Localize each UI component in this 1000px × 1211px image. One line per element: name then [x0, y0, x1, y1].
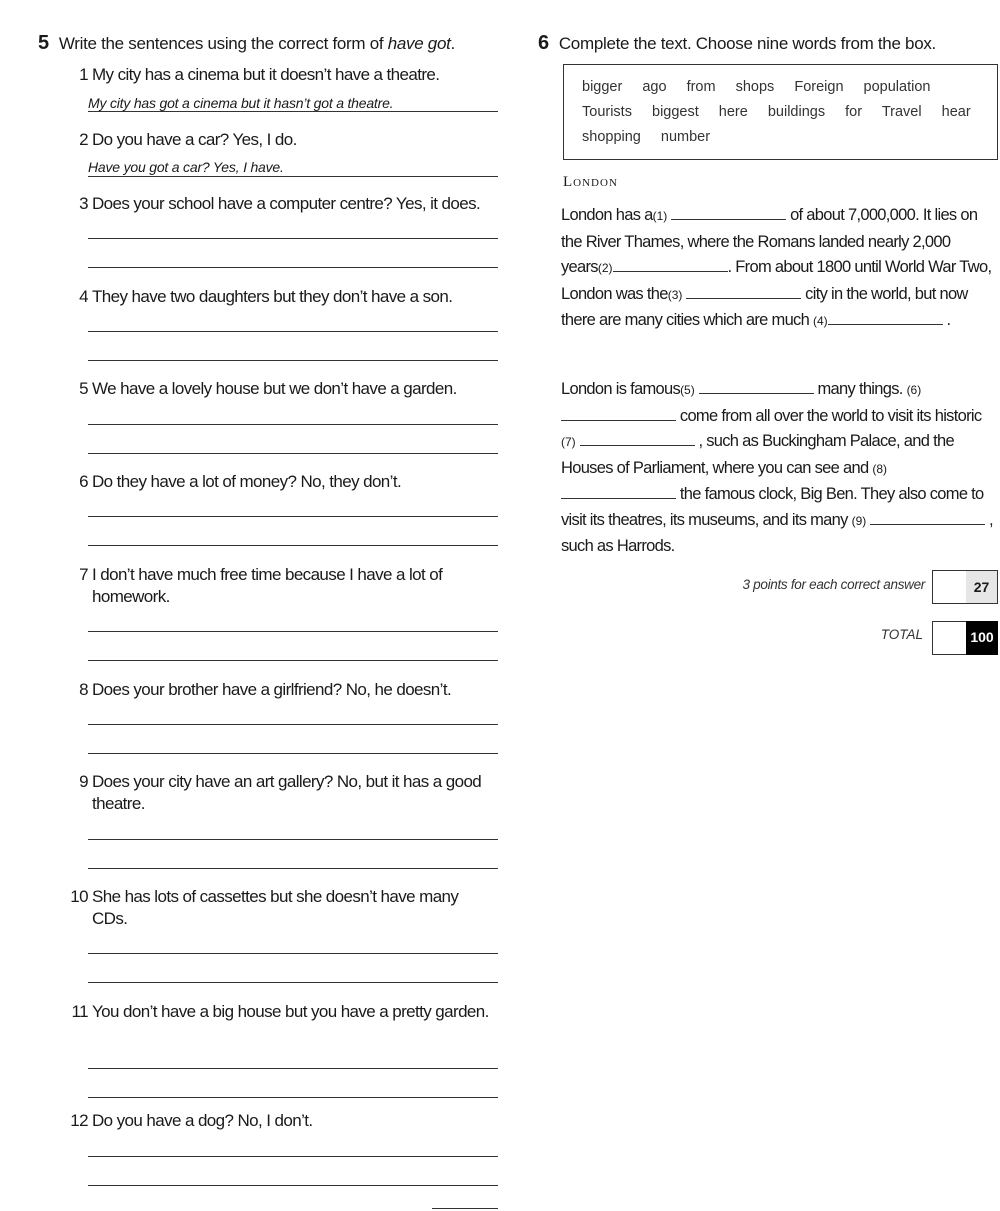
answer-line[interactable] [88, 839, 498, 840]
word-option: shops [735, 79, 775, 95]
word-option: Tourists [582, 104, 632, 120]
gap-4-blank[interactable] [828, 310, 943, 325]
word-option: for [845, 104, 863, 120]
word-option: population [863, 79, 931, 95]
answer-line[interactable] [88, 1156, 498, 1157]
exercise-5-item: 11 You don’t have a big house but you have a pretty garden. [71, 1002, 489, 1021]
gap-6-blank[interactable] [561, 406, 676, 421]
answer-line[interactable] [88, 660, 498, 661]
answer-line[interactable] [88, 868, 498, 869]
gap-7-blank[interactable] [580, 431, 695, 446]
answer-line[interactable] [88, 267, 498, 268]
exercise-5-item: 4 They have two daughters but they don’t have a son. [79, 287, 453, 306]
gap-8-blank[interactable] [561, 484, 676, 499]
text-title: London [563, 174, 618, 190]
paragraph-2: London is famous(5) many things. (6) come from all over the world to visit its historic (7) , such as Buckingham Palace, and the Houses of Parliament, where you can see and (8) the famous clock, Big Ben. They also come to visit its theatres, its museums, and its many (9) , such as Harrods. [561, 380, 993, 555]
answer-line[interactable] [88, 453, 498, 454]
exercise-6-number: 6 [538, 32, 549, 54]
word-option: ago [642, 79, 667, 95]
gap-number: (2) [597, 261, 613, 275]
word-option: number [660, 129, 711, 145]
gap-5-blank[interactable] [699, 379, 814, 394]
points-label: 3 points for each correct answer [742, 577, 925, 592]
word-option: Foreign [794, 79, 844, 95]
word-option: hear [941, 104, 971, 120]
answer-line[interactable] [88, 1185, 498, 1186]
word-option: bigger [582, 79, 623, 95]
answer-line[interactable] [88, 360, 498, 361]
gap-2-blank[interactable] [613, 257, 728, 272]
exercise-6-heading [538, 32, 936, 55]
answer-line[interactable] [88, 982, 498, 983]
answer-line[interactable] [88, 111, 498, 112]
gap-3-blank[interactable] [686, 284, 801, 299]
gap-number: (1) [652, 209, 668, 223]
exercise-5-heading [38, 32, 455, 55]
paragraph-1: London has a(1) of about 7,000,000. It lies on the River Thames, where the Romans landed nearly 2,000 years(2) . From about 1800 until World War Two, London was the(3) city in the world, but now there are many cities which are much (4) . [561, 206, 992, 329]
answer-line[interactable] [88, 753, 498, 754]
total-label: TOTAL [880, 627, 923, 642]
answer-line[interactable] [88, 724, 498, 725]
score-input-box[interactable] [932, 570, 967, 604]
answer-line[interactable] [88, 176, 498, 177]
word-option: shopping [582, 129, 641, 145]
exercise-6-instruction: Complete the text. Choose nine words from the box. [558, 34, 936, 53]
exercise-5-item: 2 Do you have a car? Yes, I do. [79, 130, 297, 149]
exercise-5-item: 12 Do you have a dog? No, I don’t. [70, 1111, 313, 1130]
total-input-box[interactable] [932, 621, 967, 655]
word-option: buildings [767, 104, 826, 120]
answer-line[interactable] [88, 516, 498, 517]
gap-number: (9) [851, 513, 867, 528]
exercise-5-instruction: Write the sentences using the correct form of have got. [58, 34, 455, 53]
gap-number: (8) [872, 461, 887, 476]
answer-line[interactable] [88, 238, 498, 239]
gap-9-blank[interactable] [870, 510, 985, 525]
answer-line[interactable] [88, 424, 498, 425]
exercise-5-item: 6 Do they have a lot of money? No, they don’t. [79, 472, 402, 491]
gap-1-blank[interactable] [671, 205, 786, 220]
example-answer: Have you got a car? Yes, I have. [88, 159, 284, 175]
total-max: 100 [966, 621, 998, 655]
answer-line[interactable] [88, 1068, 498, 1069]
answer-line[interactable] [88, 545, 498, 546]
answer-line[interactable] [88, 331, 498, 332]
word-option: here [718, 104, 748, 120]
exercise-5-item: 3 Does your school have a computer centre? Yes, it does. [79, 194, 481, 213]
word-option: Travel [881, 104, 922, 120]
word-option: biggest [652, 104, 699, 120]
points-max: 27 [966, 570, 998, 604]
exercise-5-number: 5 [38, 32, 49, 54]
gap-number: (7) [561, 435, 576, 449]
exercise-5-item: 7 I don’t have much free time because I have a lot of homework. [79, 565, 443, 606]
exercise-5-item: 8 Does your brother have a girlfriend? No, he doesn’t. [79, 680, 452, 699]
gap-number: (4) [812, 314, 828, 328]
word-option: from [686, 79, 716, 95]
word-box [563, 64, 998, 160]
answer-line[interactable] [88, 1097, 498, 1098]
example-answer: My city has got a cinema but it hasn’t got a theatre. [88, 95, 394, 111]
answer-line[interactable] [88, 631, 498, 632]
gap-number: (6) [906, 383, 922, 397]
exercise-5-item: 10 She has lots of cassettes but she doesn’t have many CDs. [70, 887, 459, 928]
bottom-rule [432, 1208, 498, 1209]
gap-number: (3) [667, 287, 683, 302]
gap-number: (5) [680, 383, 695, 397]
answer-line[interactable] [88, 953, 498, 954]
exercise-5-item: 1 My city has a cinema but it doesn’t have a theatre. [79, 65, 440, 84]
exercise-5-item: 5 We have a lovely house but we don’t have a garden. [79, 379, 457, 398]
exercise-5-item: 9 Does your city have an art gallery? No, but it has a good theatre. [79, 772, 482, 813]
